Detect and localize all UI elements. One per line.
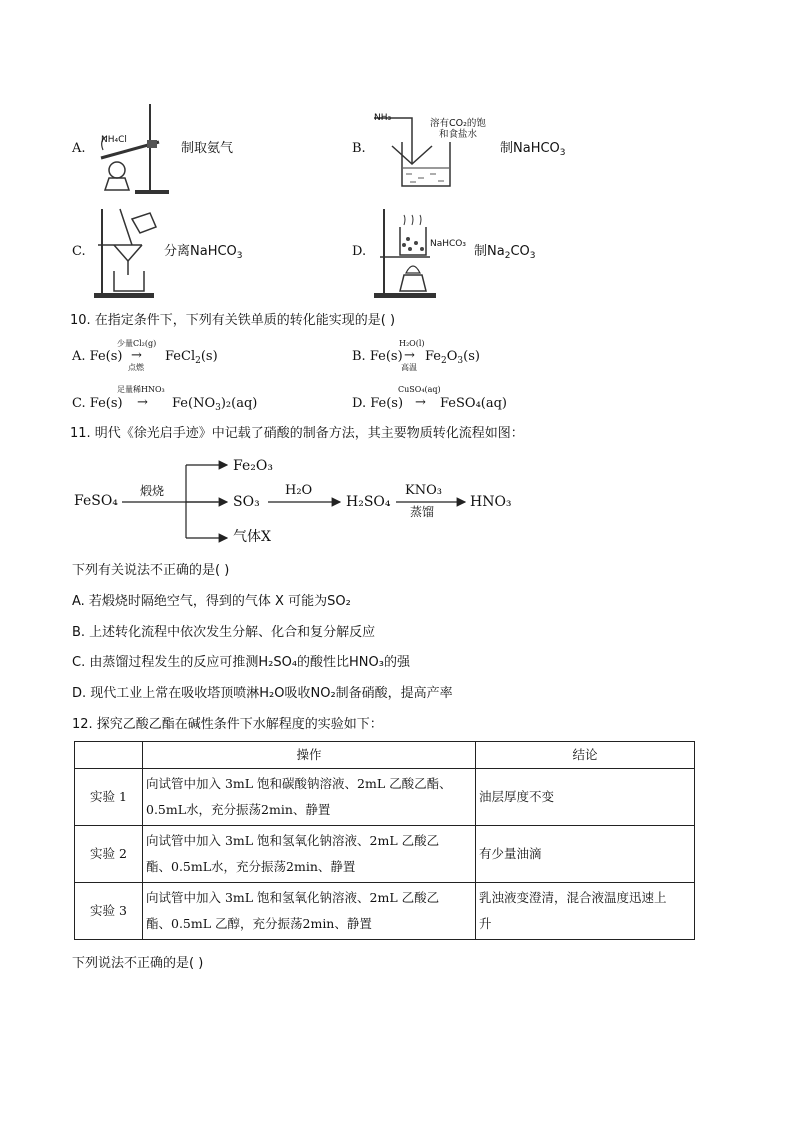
apparatus-a-image (95, 100, 175, 200)
table-row-name: 实验 2 (75, 826, 143, 883)
q10-d-reactant: Fe(s) (370, 396, 404, 411)
q11-stem: 11. 明代《徐光启手迹》中记载了硝酸的制备方法，其主要物质转化流程如图： (70, 426, 524, 441)
option-d-text (474, 244, 535, 260)
q10-option-b[interactable] (352, 349, 403, 365)
option-a-letter[interactable]: A. (72, 141, 86, 156)
apparatus-c-image (92, 205, 162, 301)
heating-beaker-apparatus-icon (370, 207, 440, 299)
q11-flow-step2-label: H₂O (285, 483, 313, 498)
operation-line: 向试管中加入 3mL 饱和氢氧化钠溶液、2mL 乙酸乙 (146, 833, 440, 848)
q10-b-letter: B. (352, 349, 366, 364)
q11-question: 下列有关说法不正确的是( ) (72, 563, 230, 578)
q10-c-product-state: )₂(aq) (220, 396, 258, 411)
table-row-name: 实验 3 (75, 883, 143, 940)
option-b-text-sub: 3 (559, 148, 566, 158)
q10-a-arrow: → (131, 348, 142, 363)
filtration-apparatus-icon (92, 205, 162, 301)
apparatus-b-label-solution-1: 溶有CO₂的饱 (430, 118, 486, 129)
q10-d-letter: D. (352, 396, 367, 411)
apparatus-b-label-solution-2: 和食盐水 (439, 129, 478, 140)
table-row-name: 实验 1 (75, 769, 143, 826)
q10-b-reactant: Fe(s) (369, 349, 403, 364)
q10-b-product-b: O (446, 349, 458, 364)
heating-tube-apparatus-icon (95, 100, 175, 200)
q10-a-product-sub: 2 (195, 356, 201, 366)
q12-stem: 12. 探究乙酸乙酯在碱性条件下水解程度的实验如下： (72, 717, 383, 732)
q11-option-c[interactable]: C. 由蒸馏过程发生的反应可推测H₂SO₄的酸性比HNO₃的强 (72, 655, 410, 670)
operation-line: 酯、0.5mL水，充分振荡2min、静置 (146, 859, 356, 874)
table-row-conclusion (476, 769, 695, 826)
q11-flow-step3-label-bottom: 蒸馏 (410, 505, 435, 519)
table-header-row (75, 742, 695, 769)
q10-c-condition-above: 足量稀HNO₃ (117, 385, 165, 394)
q10-c-product (172, 396, 257, 412)
table-header-cell: 操作 (143, 742, 476, 769)
q10-a-product-state: (s) (200, 349, 218, 364)
option-a-text: 制取氨气 (181, 141, 234, 156)
q10-d-condition-above: CuSO₄(aq) (398, 385, 441, 394)
q10-stem: 10. 在指定条件下，下列有关铁单质的转化能实现的是( ) (70, 313, 396, 328)
q10-b-product-sub1: 2 (441, 356, 447, 366)
apparatus-d-image (370, 207, 440, 299)
q11-option-a[interactable]: A. 若煅烧时隔绝空气，得到的气体 X 可能为SO₂ (72, 594, 351, 609)
q11-flow-step1-label: 煅烧 (140, 484, 165, 498)
q12-question: 下列说法不正确的是( ) (72, 956, 204, 971)
option-c-text-sub: 3 (236, 251, 243, 261)
q11-flow-mid-product: H₂SO₄ (346, 494, 391, 510)
apparatus-d-label: NaHCO₃ (430, 239, 466, 249)
q11-option-d[interactable]: D. 现代工业上常在吸收塔顶喷淋H₂O吸收NO₂制备硝酸，提高产率 (72, 686, 453, 701)
option-b-text-main: 制NaHCO (500, 141, 560, 156)
q10-c-product-sub: 3 (215, 403, 221, 413)
q10-a-product-main: FeCl (165, 349, 196, 364)
option-b-text (500, 141, 566, 157)
apparatus-a-label: NH₄Cl (101, 135, 127, 145)
experiment-table (74, 741, 695, 940)
q10-b-product-a: Fe (425, 349, 442, 364)
operation-line: 酯、0.5mL 乙醇，充分振荡2min、静置 (146, 916, 372, 931)
operation-line: 向试管中加入 3mL 饱和碳酸钠溶液、2mL 乙酸乙酯、 (146, 776, 452, 791)
q11-flow-end: HNO₃ (470, 494, 512, 510)
q10-b-product (425, 349, 480, 365)
table-row-operation (143, 769, 476, 826)
q10-b-condition-above: H₂O(l) (399, 339, 425, 348)
q11-option-b[interactable]: B. 上述转化流程中依次发生分解、化合和复分解反应 (72, 625, 376, 640)
table-header-cell (75, 742, 143, 769)
conclusion-line: 有少量油滴 (479, 846, 542, 861)
table-row-conclusion (476, 826, 695, 883)
option-d-text-a: 制Na (474, 244, 505, 259)
q10-a-condition-below: 点燃 (128, 363, 144, 372)
q10-b-product-state: (s) (463, 349, 480, 364)
q10-b-condition-below: 高温 (401, 363, 417, 372)
apparatus-b-label-nh3: NH₃ (374, 113, 392, 123)
q10-d-product: FeSO₄(aq) (440, 396, 507, 411)
table-row (75, 769, 695, 826)
q10-c-arrow: → (137, 395, 148, 410)
q11-flow-step3-label-top: KNO₃ (405, 483, 442, 498)
q10-a-product (165, 349, 218, 365)
table-row (75, 883, 695, 940)
option-d-text-b: CO (510, 244, 530, 259)
option-d-letter[interactable]: D. (352, 244, 367, 259)
table-row (75, 826, 695, 883)
q10-b-product-sub2: 3 (457, 356, 464, 366)
operation-line: 向试管中加入 3mL 饱和氢氧化钠溶液、2mL 乙酸乙 (146, 890, 440, 905)
option-c-text (164, 244, 243, 260)
conclusion-line: 油层厚度不变 (479, 789, 555, 804)
option-c-text-main: 分离NaHCO (164, 244, 237, 259)
flow-arrows-icon (70, 452, 530, 552)
q10-a-reactant: Fe(s) (89, 349, 123, 364)
q11-flow-branch-top: Fe₂O₃ (233, 458, 273, 474)
q11-flow-start: FeSO₄ (74, 493, 118, 509)
q10-c-product-main: Fe(NO (172, 396, 216, 411)
conclusion-line: 升 (479, 916, 492, 931)
q10-c-reactant: Fe(s) (89, 396, 123, 411)
table-row-operation (143, 883, 476, 940)
q10-option-d[interactable] (352, 396, 403, 412)
option-d-text-sub1: 2 (504, 251, 511, 261)
table-header-cell: 结论 (476, 742, 695, 769)
q10-d-arrow: → (415, 395, 426, 410)
option-d-text-sub2: 3 (529, 251, 536, 261)
operation-line: 0.5mL水，充分振荡2min、静置 (146, 802, 331, 817)
option-c-letter[interactable]: C. (72, 244, 86, 259)
q10-a-condition-above: 少量Cl₂(g) (117, 339, 157, 348)
q10-option-c[interactable] (72, 396, 123, 412)
option-b-letter[interactable]: B. (352, 141, 366, 156)
table-row-conclusion (476, 883, 695, 940)
table-row-operation (143, 826, 476, 883)
q11-flow-diagram (70, 452, 530, 552)
q11-flow-branch-bottom: 气体X (233, 529, 271, 545)
q10-a-letter: A. (72, 349, 86, 364)
q10-c-letter: C. (72, 396, 86, 411)
q11-flow-branch-mid: SO₃ (233, 494, 260, 510)
conclusion-line: 乳浊液变澄清，混合液温度迅速上 (479, 890, 667, 905)
q10-option-a[interactable] (72, 349, 123, 365)
q10-b-arrow: → (404, 348, 415, 363)
